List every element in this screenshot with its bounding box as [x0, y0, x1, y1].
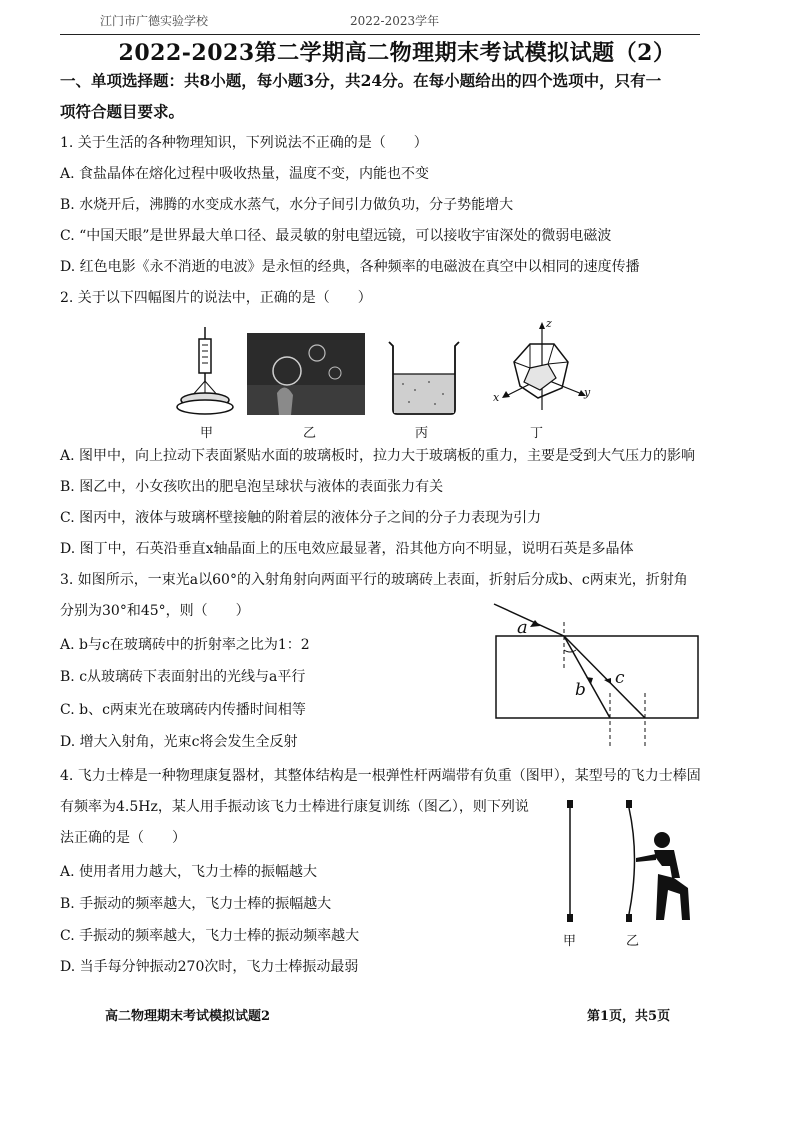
- q3-option-c: C. b、c两束光在玻璃砖内传播时间相等: [60, 702, 306, 718]
- q4-stem-line2: 有频率为4.5Hz，某人用手振动该飞力士棒进行康复训练（图乙），则下列说: [60, 799, 529, 815]
- figure-ding-y-label: y: [584, 386, 591, 399]
- figure-q3-label-b: b: [575, 680, 586, 700]
- figure-jia-spring-scale: [175, 325, 235, 417]
- figure-q4-yi-caption: 乙: [626, 934, 640, 949]
- figure-ding-quartz-crystal: [490, 318, 600, 418]
- figure-q4-yi-person-rod: [610, 798, 705, 926]
- q2-option-c: C. 图丙中，液体与玻璃杯壁接触的附着层的液体分子之间的分子力表现为引力: [60, 510, 542, 526]
- q1-stem: 1. 关于生活的各种物理知识，下列说法不正确的是（ ）: [60, 135, 428, 151]
- exam-title: 2022-2023第二学期高二物理期末考试模拟试题（2）: [118, 40, 676, 66]
- header-year: 2022-2023学年: [350, 14, 440, 28]
- q3-stem-line2: 分别为30°和45°，则（ ）: [60, 603, 250, 619]
- q1-option-c: C. “中国天眼”是世界最大单口径、最灵敏的射电望远镜，可以接收宇宙深处的微弱电磁波: [60, 228, 612, 244]
- figure-bing-caption: 丙: [415, 426, 429, 441]
- figure-q3-label-c: c: [615, 668, 625, 688]
- figure-yi-soap-bubble-photo: [247, 333, 365, 415]
- footer-exam-name: 高二物理期末考试模拟试题2: [105, 1009, 271, 1024]
- figure-ding-x-label: x: [493, 391, 500, 404]
- q4-stem-line1: 4. 飞力士棒是一种物理康复器材，其整体结构是一根弹性杆两端带有负重（图甲），某型号的飞力士棒固: [60, 768, 701, 784]
- q4-stem-line3: 法正确的是（ ）: [60, 830, 186, 846]
- figure-jia-caption: 甲: [200, 426, 214, 441]
- q4-option-a: A. 使用者用力越大，飞力士棒的振幅越大: [60, 864, 318, 880]
- q1-option-a: A. 食盐晶体在熔化过程中吸收热量，温度不变，内能也不变: [60, 166, 430, 182]
- q4-option-b: B. 手振动的频率越大，飞力士棒的振幅越大: [60, 896, 332, 912]
- q2-option-a: A. 图甲中，向上拉动下表面紧贴水面的玻璃板时，拉力大于玻璃板的重力，主要是受到大气压力的影响: [60, 448, 696, 464]
- figure-ding-caption: 丁: [530, 426, 544, 441]
- figure-q3-label-a: a: [517, 617, 528, 638]
- figure-q4-jia-rod: [562, 798, 578, 926]
- page-header: [60, 6, 700, 28]
- q4-option-d: D. 当手每分钟振动270次时，飞力士棒振动最弱: [60, 959, 359, 975]
- footer-page-number: 第1页，共5页: [587, 1009, 671, 1024]
- q3-option-b: B. c从玻璃砖下表面射出的光线与a平行: [60, 669, 306, 685]
- q3-stem-line1: 3. 如图所示，一束光a以60°的入射角射向两面平行的玻璃砖上表面，折射后分成b、c两束光，折射角: [60, 572, 688, 588]
- figure-ding-z-label: z: [546, 317, 552, 330]
- q1-option-b: B. 水烧开后，沸腾的水变成水蒸气，水分子间引力做负功，分子势能增大: [60, 197, 514, 213]
- q2-stem: 2. 关于以下四幅图片的说法中，正确的是（ ）: [60, 290, 372, 306]
- header-rule: [60, 34, 700, 35]
- q1-option-d: D. 红色电影《永不消逝的电波》是永恒的经典，各种频率的电磁波在真空中以相同的速度传播: [60, 259, 640, 275]
- section-heading-line1: 一、单项选择题：共8小题，每小题3分，共24分。在每小题给出的四个选项中，只有一: [60, 71, 662, 90]
- header-school: 江门市广德实验学校: [100, 14, 209, 28]
- q3-option-d: D. 增大入射角，光束c将会发生全反射: [60, 734, 298, 750]
- figure-bing-beaker: [385, 338, 463, 416]
- figure-q4-jia-caption: 甲: [563, 934, 577, 949]
- q4-option-c: C. 手振动的频率越大，飞力士棒的振动频率越大: [60, 928, 360, 944]
- section-heading-line2: 项符合题目要求。: [60, 102, 185, 121]
- q2-option-d: D. 图丁中，石英沿垂直x轴晶面上的压电效应最显著，沿其他方向不明显，说明石英是多晶体: [60, 541, 634, 557]
- q3-option-a: A. b与c在玻璃砖中的折射率之比为1：2: [60, 637, 310, 653]
- figure-yi-caption: 乙: [303, 426, 317, 441]
- q2-option-b: B. 图乙中，小女孩吹出的肥皂泡呈球状与液体的表面张力有关: [60, 479, 444, 495]
